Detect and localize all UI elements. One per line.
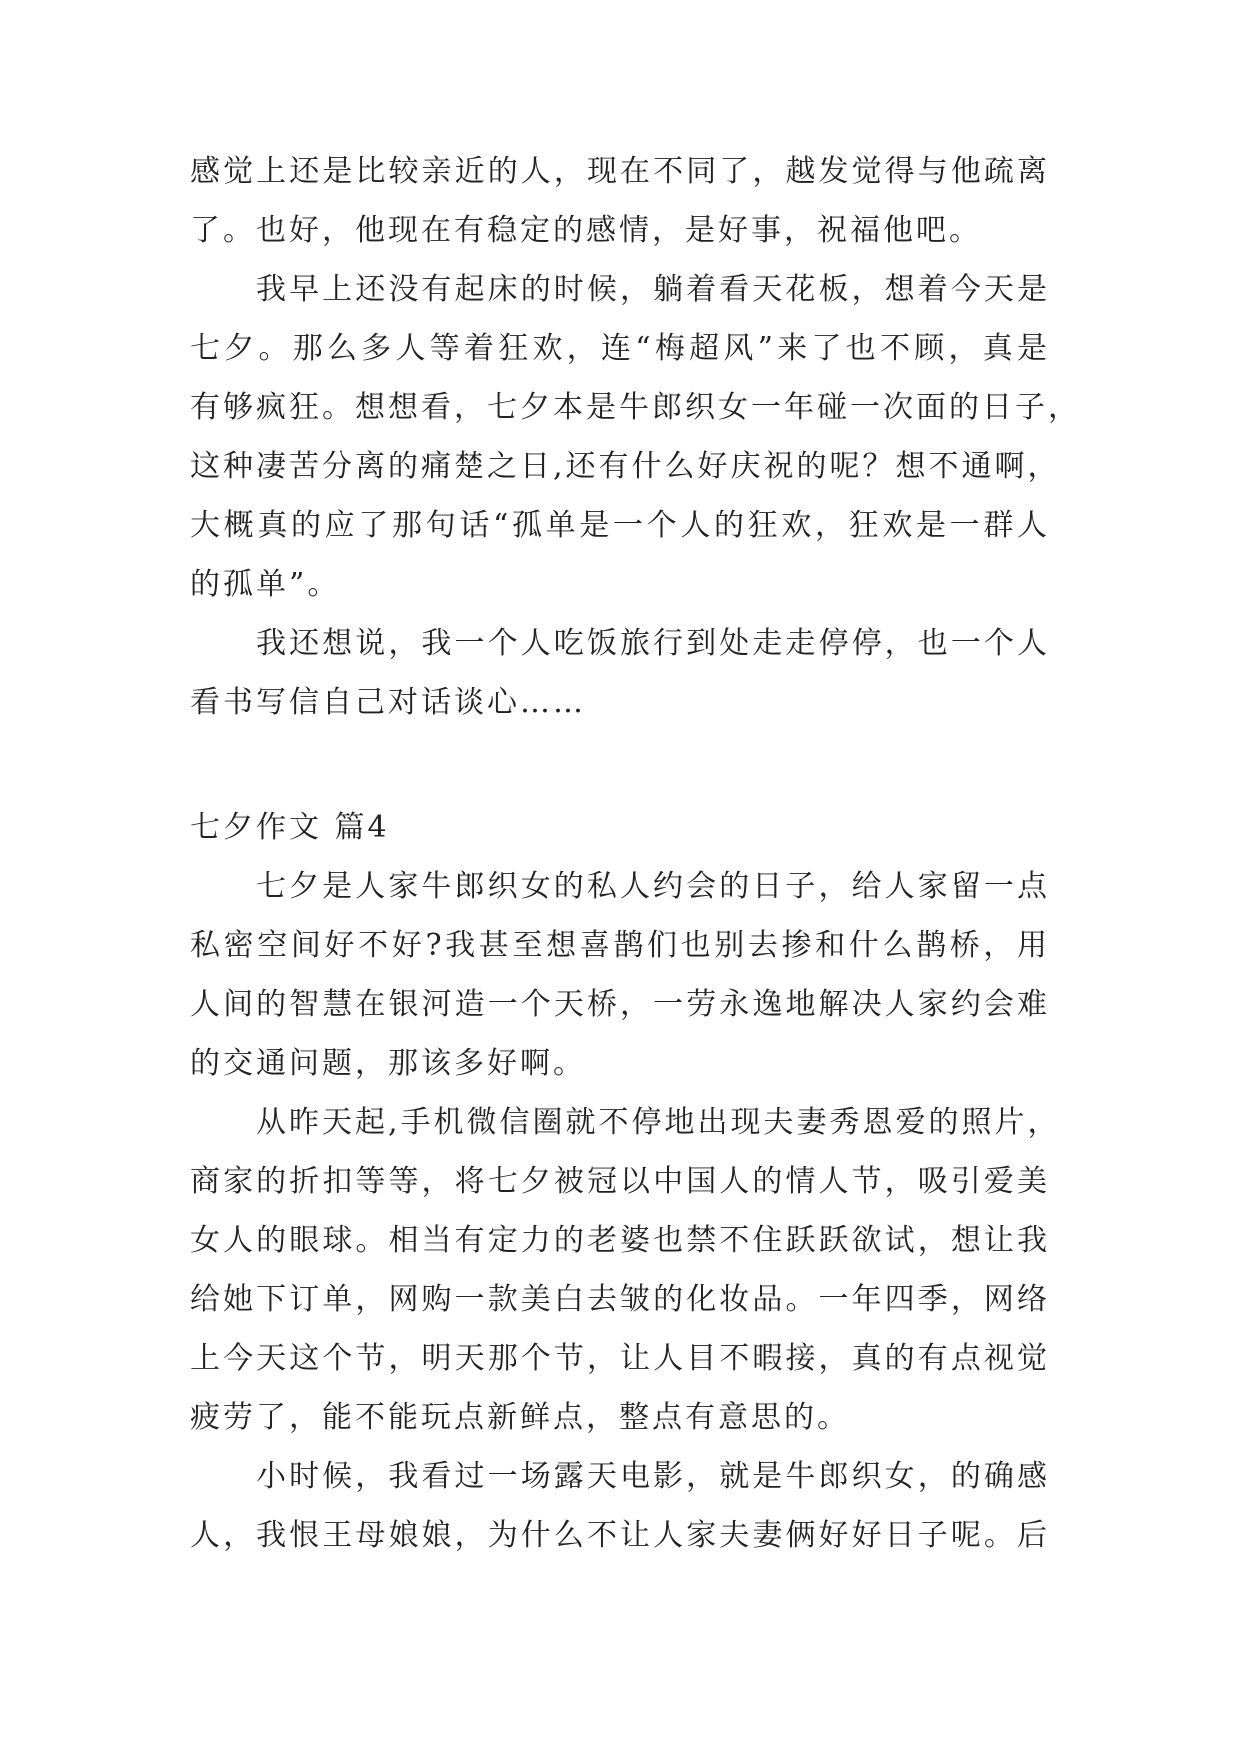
text-line: 的孤单”。 xyxy=(190,567,341,602)
text-line: 人间的智慧在银河造一个天桥，一劳永逸地解决人家约会难 xyxy=(190,987,1050,1022)
text-line: 了。也好，他现在有稳定的感情，是好事，祝福他吧。 xyxy=(190,213,982,248)
text-line: 小时候，我看过一场露天电影，就是牛郎织女，的确感 xyxy=(256,1459,1050,1494)
section-heading: 七夕作文 篇4 xyxy=(190,810,390,845)
section-gap xyxy=(190,732,1050,798)
text-line: 人，我恨王母娘娘，为什么不让人家夫妻俩好好日子呢。后 xyxy=(190,1518,1050,1553)
text-line: 上今天这个节，明天那个节，让人目不暇接，真的有点视觉 xyxy=(190,1341,1050,1376)
paragraph xyxy=(190,260,1081,614)
text-line: 从昨天起,手机微信圈就不停地出现夫妻秀恩爱的照片， xyxy=(256,1105,1061,1140)
text-line: 有够疯狂。想想看，七夕本是牛郎织女一年碰一次面的日子， xyxy=(190,390,1081,425)
text-line: 这种凄苦分离的痛楚之日,还有什么好庆祝的呢？想不通啊， xyxy=(190,449,1061,484)
text-line: 七夕是人家牛郎织女的私人约会的日子，给人家留一点 xyxy=(256,869,1050,904)
text-line: 疲劳了，能不能玩点新鲜点，整点有意思的。 xyxy=(190,1400,850,1435)
text-line: 我还想说，我一个人吃饭旅行到处走走停停，也一个人 xyxy=(256,626,1050,661)
text-line: 七夕。那么多人等着狂欢，连“梅超风”来了也不顾，真是 xyxy=(190,331,1050,366)
paragraph xyxy=(190,1447,1050,1565)
text-line: 私密空间好不好?我甚至想喜鹊们也别去掺和什么鹊桥，用 xyxy=(190,928,1050,963)
paragraph xyxy=(190,857,1050,1093)
text-line: 的交通问题，那该多好啊。 xyxy=(190,1046,586,1081)
text-line: 我早上还没有起床的时候，躺着看天花板，想着今天是 xyxy=(256,272,1050,307)
text-line: 感觉上还是比较亲近的人，现在不同了，越发觉得与他疏离 xyxy=(190,154,1050,189)
paragraph-continued xyxy=(190,142,1050,260)
text-line: 看书写信自己对话谈心…… xyxy=(190,685,586,720)
document-body xyxy=(190,142,1081,1565)
text-line: 女人的眼球。相当有定力的老婆也禁不住跃跃欲试，想让我 xyxy=(190,1223,1050,1258)
text-line: 给她下订单，网购一款美白去皱的化妆品。一年四季，网络 xyxy=(190,1282,1050,1317)
paragraph xyxy=(190,614,1050,732)
paragraph xyxy=(190,1093,1061,1447)
text-line: 商家的折扣等等，将七夕被冠以中国人的情人节，吸引爱美 xyxy=(190,1164,1050,1199)
text-line: 大概真的应了那句话“孤单是一个人的狂欢，狂欢是一群人 xyxy=(190,508,1050,543)
